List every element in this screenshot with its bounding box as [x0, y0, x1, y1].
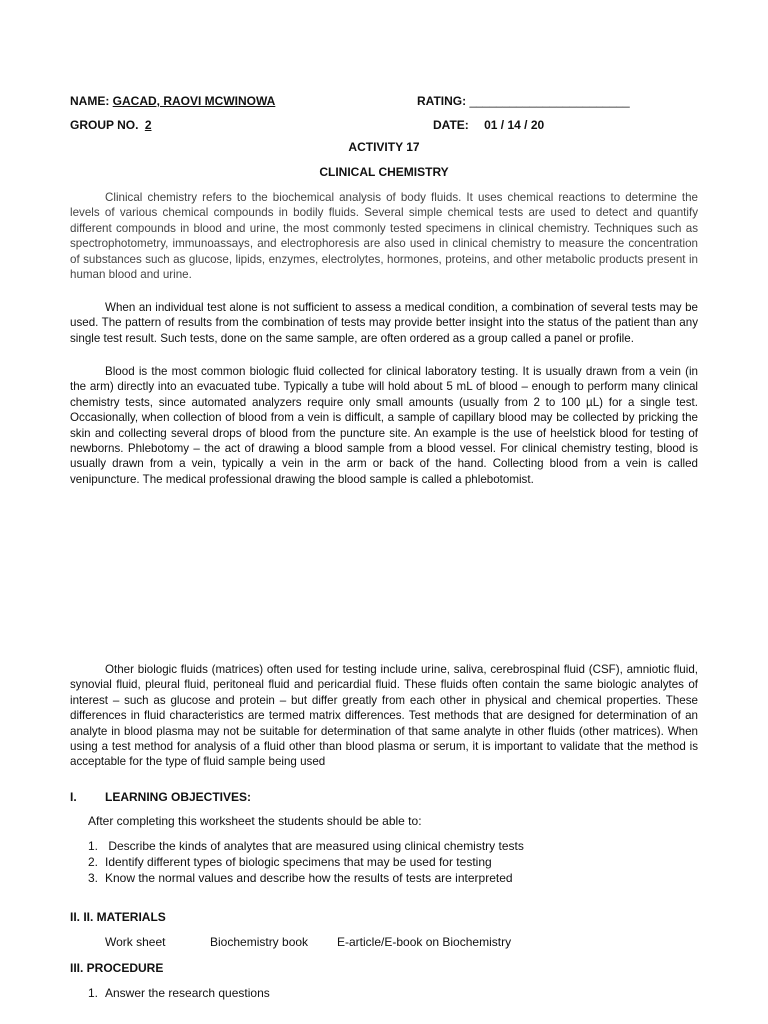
- list-number: 1.: [88, 839, 99, 853]
- objectives-heading: LEARNING OBJECTIVES:: [105, 790, 252, 804]
- material-item: E-article/E-book on Biochemistry: [337, 935, 512, 949]
- material-item: Biochemistry book: [210, 935, 309, 949]
- group-value: 2: [144, 118, 152, 132]
- list-number: 3.: [88, 871, 99, 885]
- paragraph-panels: When an individual test alone is not sufficient to assess a medical condition, a combination of several tests may be used. The pattern of results from the combination of tests may provide better insight into the status of the patient than any single test result. Such tests, done on the same sample, are often ordered as a group called a panel or profile.: [70, 301, 698, 345]
- list-text: Answer the research questions: [105, 986, 270, 1000]
- name-label: NAME:: [70, 94, 110, 108]
- procedure-heading: III. PROCEDURE: [70, 961, 164, 975]
- paragraph-intro: Clinical chemistry refers to the biochemical analysis of body fluids. It uses chemical reactions to determine the levels of various chemical compounds in bodily fluids. Several simple chemical tests are used to detect and quantify different compounds in blood and urine, the most commonly tested specimens in clinical chemistry. Techniques such as spectrophotometry, immunoassays, and electrophoresis are also used in clinical chemistry to measure the concentration of substances such as glucose, lipids, enzymes, electrolytes, hormones, proteins, and other metabolic products present in human blood and urine.: [70, 191, 698, 282]
- rating-blank: ________________________: [469, 94, 630, 108]
- list-item: [88, 855, 492, 869]
- list-number: 2.: [88, 855, 99, 869]
- paragraph-blood: Blood is the most common biologic fluid collected for clinical laboratory testing. It is usually drawn from a vein (in the arm) directly into an evacuated tube. Typically a tube will hold about 5 mL of blood – enough to perform many clinical chemistry tests, since automated analyzers require only small amounts (usually from 2 to 100 µL) for a single test. Occasionally, when collection of blood from a vein is difficult, a sample of capillary blood may be collected by pricking the skin and collecting several drops of blood from the puncture site. An example is the use of heelstick blood for testing of newborns. Phlebotomy – the act of drawing a blood sample from a blood vessel. For clinical chemistry testing, blood is usually drawn from a vein, typically a vein in the arm or back of the hand. Collecting blood from a vein is called venipuncture. The medical professional drawing the blood sample is called a phlebotomist.: [70, 365, 698, 486]
- group-label: GROUP NO.: [70, 118, 139, 132]
- materials-heading: II. II. MATERIALS: [70, 910, 166, 924]
- list-text: Identify different types of biologic specimens that may be used for testing: [105, 855, 492, 869]
- list-text: Describe the kinds of analytes that are measured using clinical chemistry tests: [105, 839, 524, 853]
- objectives-intro: After completing this worksheet the students should be able to:: [88, 814, 422, 828]
- date-label: DATE:: [433, 118, 469, 132]
- rating-row: [417, 94, 630, 108]
- rating-label: RATING:: [417, 94, 467, 108]
- page-title: CLINICAL CHEMISTRY: [319, 165, 449, 179]
- paragraph-other-fluids: Other biologic fluids (matrices) often used for testing include urine, saliva, cerebrospinal fluid (CSF), amniotic fluid, synovial fluid, pleural fluid, peritoneal fluid and pericardial fluid. These fluids often contain the same biologic analytes of interest – such as glucose and protein – but differ greatly from each other in physical and chemical properties. These differences in fluid characteristics are termed matrix differences. Test methods that are designed for determination of an analyte in blood plasma may not be suitable for determination of that same analyte in other fluids (other matrices). When using a test method for analysis of a fluid other than blood plasma or serum, it is important to validate that the method is acceptable for the type of fluid sample being used: [70, 663, 698, 769]
- name-row: [70, 94, 275, 108]
- activity-label: ACTIVITY 17: [348, 140, 420, 154]
- list-item: [88, 839, 524, 853]
- date-value: 01 / 14 / 20: [484, 118, 545, 132]
- list-item: [88, 871, 513, 885]
- list-text: Know the normal values and describe how the results of tests are interpreted: [105, 871, 513, 885]
- material-item: Work sheet: [105, 935, 166, 949]
- name-value: GACAD, RAOVI MCWINOWA: [112, 94, 276, 108]
- date-row: [433, 118, 544, 132]
- list-number: 1.: [88, 986, 99, 1000]
- objectives-numeral: I.: [70, 790, 77, 804]
- group-row: [70, 118, 152, 132]
- list-item: [88, 986, 270, 1000]
